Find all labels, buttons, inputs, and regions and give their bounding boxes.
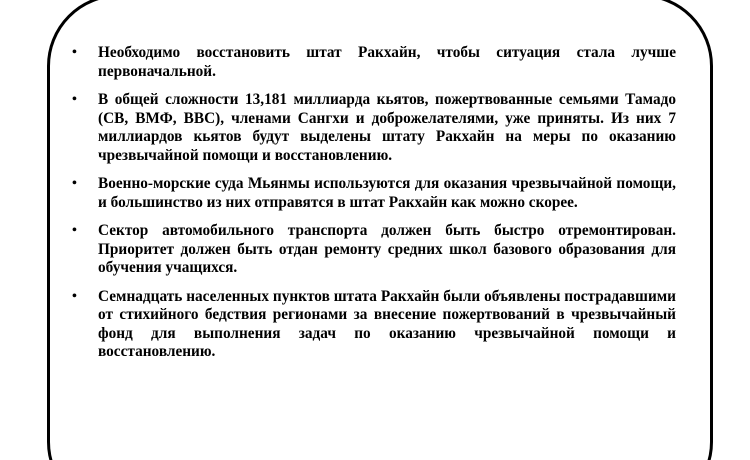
list-item-text: Военно-морские суда Мьянмы используются для оказания чрезвычайной помощи, и большинство из них отправятся в штат Ракхайн как можно скорее. xyxy=(98,175,676,211)
list-item xyxy=(70,91,676,165)
list-item-text: Сектор автомобильного транспорта должен быть быстро отремонтирован. Приоритет должен быть отдан ремонту средних школ базового образования для обучения учащихся. xyxy=(98,222,676,276)
bullet-dot: • xyxy=(72,176,77,191)
bullet-list xyxy=(70,44,676,372)
bullet-dot: • xyxy=(72,45,77,60)
list-item-text: Необходимо восстановить штат Ракхайн, чтобы ситуация стала лучше первоначальной. xyxy=(98,44,676,80)
list-item xyxy=(70,175,676,212)
list-item xyxy=(70,44,676,81)
list-item-text: В общей сложности 13,181 миллиарда кьятов, пожертвованные семьями Тамадо (СВ, ВМФ, ВВС), членами Сангхи и доброжелателями, уже приняты. Из них 7 миллиардов кьятов будут выделены штату Ракхайн на меры по оказанию чрезвычайной помощи и восстановлению. xyxy=(98,91,676,164)
bullet-dot: • xyxy=(72,92,77,107)
list-item-text: Семнадцать населенных пунктов штата Ракхайн были объявлены пострадавшими от стихийного бедствия регионами за внесение пожертвований в чрезвычайный фонд для выполнения задач по оказанию чрезвычайной помощи и восстановлению. xyxy=(98,287,676,360)
bullet-dot: • xyxy=(72,223,77,238)
list-item xyxy=(70,222,676,278)
bullet-dot: • xyxy=(72,288,77,304)
list-item xyxy=(70,288,676,362)
